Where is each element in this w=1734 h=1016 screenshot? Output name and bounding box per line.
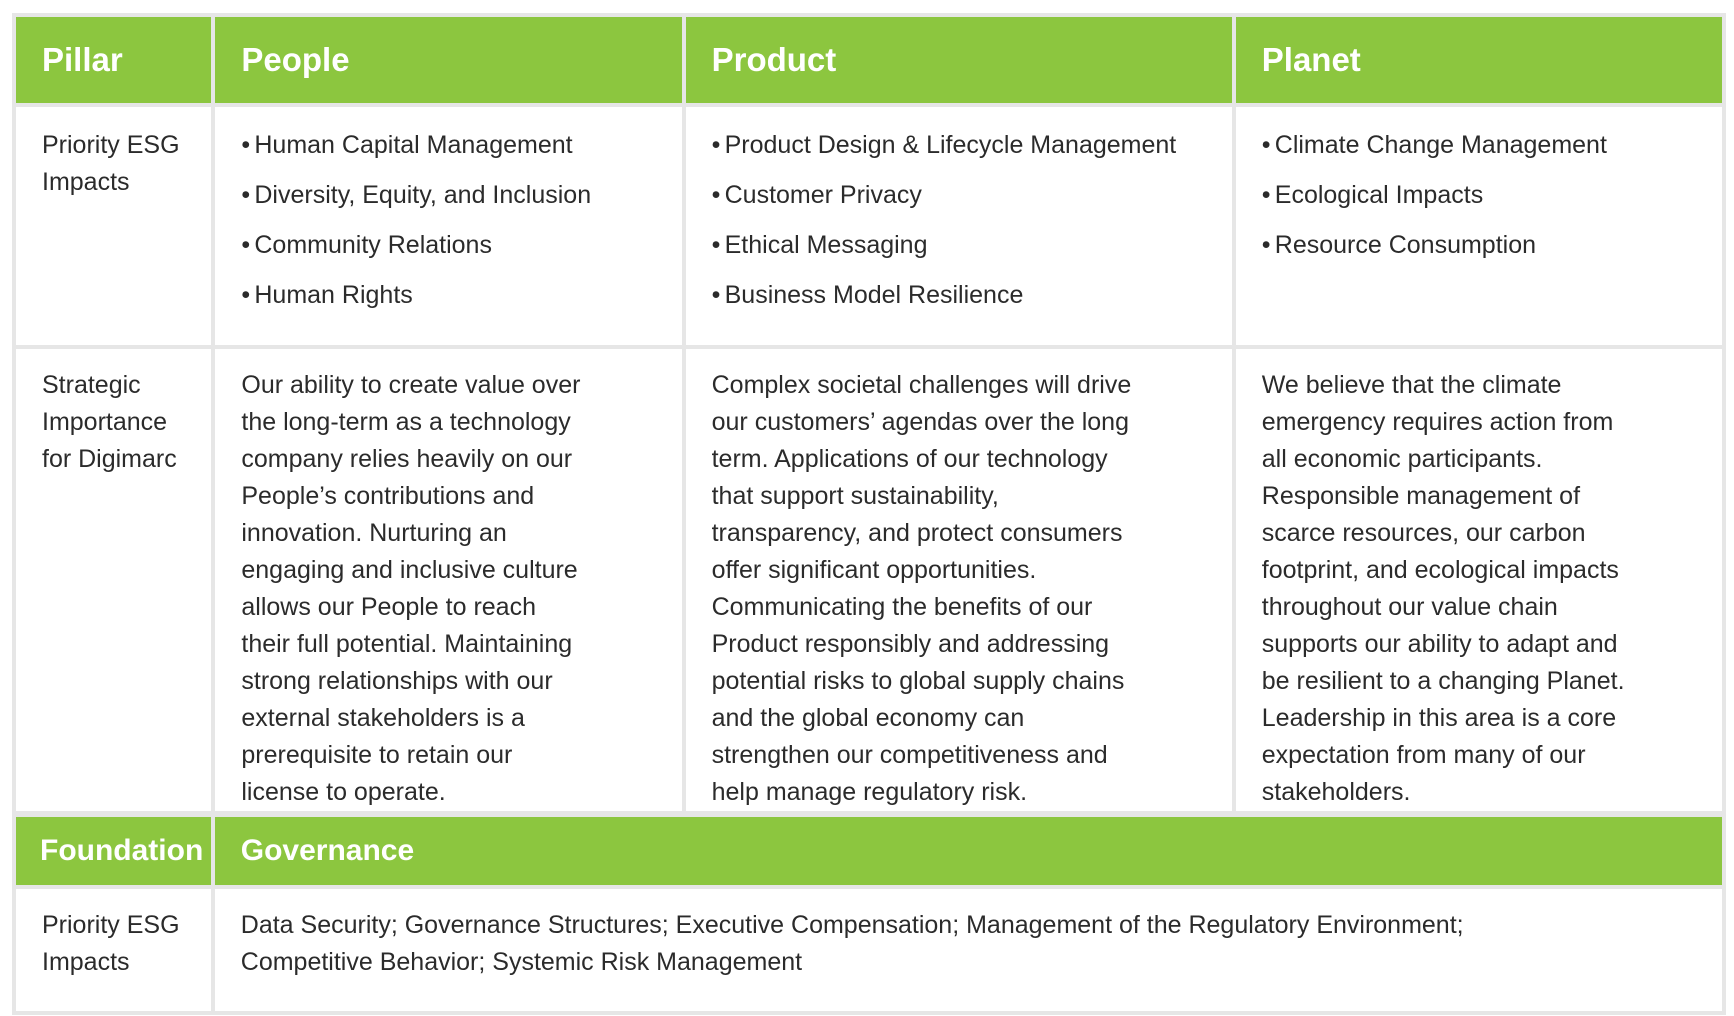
list-item: • Ecological Impacts bbox=[1261, 181, 1484, 209]
priority-impacts-row bbox=[16, 107, 1722, 345]
list-item: • Climate Change Management bbox=[1261, 131, 1607, 159]
governance-impacts-row bbox=[16, 889, 1722, 1011]
header-planet: Planet bbox=[1236, 17, 1722, 103]
list-item: • Resource Consumption bbox=[1261, 231, 1537, 259]
row-label-strategic-importance bbox=[16, 349, 211, 811]
priority-impacts-label: Priority ESG Impacts bbox=[42, 131, 180, 196]
header-people: People bbox=[215, 17, 681, 103]
list-item: • Customer Privacy bbox=[711, 181, 922, 209]
row-label-priority-impacts bbox=[16, 107, 211, 345]
product-strategy-text: Complex societal challenges will drive our customers’ agendas over the long term. Applications of our technology that support sustainability, transparency, and protect consumers offer significant opportunities. Communicating the benefits of our Product responsibly and addressing potential risks to global supply chains and the global economy can strengthen our competitiveness and help manage regulatory risk. bbox=[711, 371, 1132, 806]
header-foundation: Foundation bbox=[16, 817, 211, 885]
pillars-header-row bbox=[16, 17, 1722, 103]
strategic-importance-label: Strategic Importance for Digimarc bbox=[42, 371, 177, 473]
people-strategy-text: Our ability to create value over the long-term as a technology company relies heavily on our People’s contributions and innovation. Nurturing an engaging and inclusive culture allows our People to reach their full potential. Maintaining strong relationships with our external stakeholders is a prerequisite to retain our license to operate. bbox=[241, 371, 581, 806]
people-impacts-cell bbox=[215, 107, 681, 345]
governance-impacts-text: Data Security; Governance Structures; Executive Compensation; Management of the Regulatory Environment; Competitive Behavior; Systemic Risk Management bbox=[240, 911, 1464, 976]
governance-impacts-cell bbox=[215, 889, 1722, 1011]
list-item: • Product Design & Lifecycle Management bbox=[711, 131, 1177, 159]
list-item: • Community Relations bbox=[241, 231, 492, 259]
foundation-header-row bbox=[16, 817, 1722, 885]
list-item: • Diversity, Equity, and Inclusion bbox=[241, 181, 592, 209]
people-strategy-cell bbox=[215, 349, 681, 811]
esg-pillars-table bbox=[12, 13, 1726, 815]
people-impacts-list bbox=[241, 127, 661, 314]
list-item: • Human Capital Management bbox=[241, 131, 573, 159]
list-item: • Ethical Messaging bbox=[711, 231, 928, 259]
list-item: • Human Rights bbox=[241, 281, 413, 309]
header-product: Product bbox=[686, 17, 1232, 103]
strategic-importance-row bbox=[16, 349, 1722, 811]
product-strategy-cell bbox=[686, 349, 1232, 811]
header-pillar: Pillar bbox=[16, 17, 211, 103]
planet-impacts-cell bbox=[1236, 107, 1722, 345]
planet-strategy-text: We believe that the climate emergency requires action from all economic participants. Responsible management of scarce resources, our carbon footprint, and ecological impacts throughout our value chain supports our ability to adapt and be resilient to a changing Planet. Leadership in this area is a core expectation from many of our stakeholders. bbox=[1261, 371, 1625, 806]
list-item: • Business Model Resilience bbox=[711, 281, 1024, 309]
planet-strategy-cell bbox=[1236, 349, 1722, 811]
product-impacts-list bbox=[712, 127, 1212, 314]
row-label-governance-impacts bbox=[16, 889, 211, 1011]
esg-foundation-table bbox=[12, 813, 1726, 1015]
governance-impacts-label: Priority ESG Impacts bbox=[42, 911, 180, 976]
product-impacts-cell bbox=[686, 107, 1232, 345]
planet-impacts-list bbox=[1262, 127, 1702, 264]
header-governance: Governance bbox=[215, 817, 1722, 885]
